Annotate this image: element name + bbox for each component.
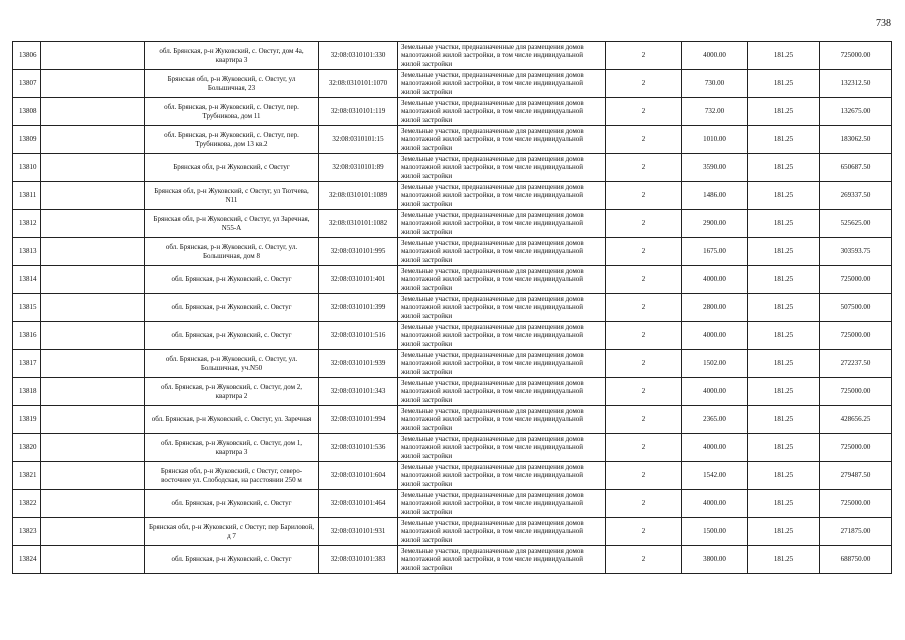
cadastral-value-cell: 271875.00 xyxy=(820,518,892,546)
area-cell: 4000.00 xyxy=(682,42,748,70)
cadastral-number-cell: 32:08:0310101:119 xyxy=(319,98,398,126)
area-cell: 1542.00 xyxy=(682,462,748,490)
table-row xyxy=(13,210,892,238)
rate-cell: 181.25 xyxy=(748,546,820,574)
address-cell: обл. Брянская, р-н Жуковский, с. Овстуг, дом 4а, квартира 3 xyxy=(145,42,319,70)
address-cell: Брянская обл, р-н Жуковский, с. Овстуг, ул Большичная, 23 xyxy=(145,70,319,98)
table-row xyxy=(13,518,892,546)
area-cell: 2900.00 xyxy=(682,210,748,238)
land-use-cell: Земельные участки, предназначенные для размещения домов малоэтажной жилой застройки, в том числе индивидуальной жилой застройки xyxy=(398,98,606,126)
empty-cell xyxy=(41,154,145,182)
cadastral-number-cell: 32:08:0310101:604 xyxy=(319,462,398,490)
empty-cell xyxy=(41,70,145,98)
category-cell: 2 xyxy=(606,182,682,210)
rate-cell: 181.25 xyxy=(748,434,820,462)
row-number-cell: 13816 xyxy=(13,322,41,350)
table-row xyxy=(13,70,892,98)
empty-cell xyxy=(41,462,145,490)
empty-cell xyxy=(41,98,145,126)
row-number-cell: 13821 xyxy=(13,462,41,490)
cadastral-value-cell: 725000.00 xyxy=(820,42,892,70)
land-use-cell: Земельные участки, предназначенные для размещения домов малоэтажной жилой застройки, в том числе индивидуальной жилой застройки xyxy=(398,350,606,378)
row-number-cell: 13824 xyxy=(13,546,41,574)
rate-cell: 181.25 xyxy=(748,490,820,518)
table-row xyxy=(13,294,892,322)
cadastral-number-cell: 32:08:0310101:516 xyxy=(319,322,398,350)
rate-cell: 181.25 xyxy=(748,42,820,70)
empty-cell xyxy=(41,126,145,154)
empty-cell xyxy=(41,350,145,378)
category-cell: 2 xyxy=(606,518,682,546)
rate-cell: 181.25 xyxy=(748,518,820,546)
land-use-cell: Земельные участки, предназначенные для размещения домов малоэтажной жилой застройки, в том числе индивидуальной жилой застройки xyxy=(398,378,606,406)
cadastral-number-cell: 32:08:0310101:464 xyxy=(319,490,398,518)
land-use-cell: Земельные участки, предназначенные для размещения домов малоэтажной жилой застройки, в том числе индивидуальной жилой застройки xyxy=(398,238,606,266)
cadastral-number-cell: 32:08:0310101:1070 xyxy=(319,70,398,98)
empty-cell xyxy=(41,406,145,434)
cadastral-value-cell: 132675.00 xyxy=(820,98,892,126)
cadastral-number-cell: 32:08:0310101:939 xyxy=(319,350,398,378)
category-cell: 2 xyxy=(606,434,682,462)
address-cell: Брянская обл, р-н Жуковский, с Овстуг, ул Заречная, N55-А xyxy=(145,210,319,238)
land-use-cell: Земельные участки, предназначенные для размещения домов малоэтажной жилой застройки, в том числе индивидуальной жилой застройки xyxy=(398,546,606,574)
address-cell: обл. Брянская, р-н Жуковский, с. Овстуг xyxy=(145,490,319,518)
empty-cell xyxy=(41,546,145,574)
table-row xyxy=(13,154,892,182)
rate-cell: 181.25 xyxy=(748,154,820,182)
area-cell: 2365.00 xyxy=(682,406,748,434)
table-row xyxy=(13,490,892,518)
row-number-cell: 13809 xyxy=(13,126,41,154)
land-use-cell: Земельные участки, предназначенные для размещения домов малоэтажной жилой застройки, в том числе индивидуальной жилой застройки xyxy=(398,518,606,546)
row-number-cell: 13808 xyxy=(13,98,41,126)
area-cell: 3590.00 xyxy=(682,154,748,182)
cadastral-value-cell: 269337.50 xyxy=(820,182,892,210)
address-cell: обл. Брянская, р-н Жуковский, с. Овстуг xyxy=(145,294,319,322)
table-row xyxy=(13,462,892,490)
address-cell: обл. Брянская, р-н Жуковский, с. Овстуг, ул. Большичная, дом 8 xyxy=(145,238,319,266)
address-cell: обл. Брянская, р-н Жуковский, с. Овстуг, пер. Трубникова, дом 13 кв.2 xyxy=(145,126,319,154)
empty-cell xyxy=(41,182,145,210)
cadastral-number-cell: 32:08:0310101:994 xyxy=(319,406,398,434)
land-use-cell: Земельные участки, предназначенные для размещения домов малоэтажной жилой застройки, в том числе индивидуальной жилой застройки xyxy=(398,210,606,238)
area-cell: 4000.00 xyxy=(682,266,748,294)
category-cell: 2 xyxy=(606,546,682,574)
address-cell: Брянская обл, р-н Жуковский, с Овстуг, пер Бариловой, д 7 xyxy=(145,518,319,546)
cadastral-value-cell: 725000.00 xyxy=(820,266,892,294)
cadastral-number-cell: 32:08:0310101:89 xyxy=(319,154,398,182)
category-cell: 2 xyxy=(606,42,682,70)
empty-cell xyxy=(41,42,145,70)
category-cell: 2 xyxy=(606,154,682,182)
area-cell: 1675.00 xyxy=(682,238,748,266)
address-cell: обл. Брянская, р-н Жуковский, с. Овстуг xyxy=(145,322,319,350)
table-row xyxy=(13,546,892,574)
land-use-cell: Земельные участки, предназначенные для размещения домов малоэтажной жилой застройки, в том числе индивидуальной жилой застройки xyxy=(398,462,606,490)
row-number-cell: 13819 xyxy=(13,406,41,434)
category-cell: 2 xyxy=(606,294,682,322)
cadastral-value-cell: 507500.00 xyxy=(820,294,892,322)
page-number: 738 xyxy=(876,18,891,29)
area-cell: 1010.00 xyxy=(682,126,748,154)
cadastral-number-cell: 32:08:0310101:995 xyxy=(319,238,398,266)
address-cell: обл. Брянская, р-н Жуковский, с. Овстуг, ул. Большичная, уч.N50 xyxy=(145,350,319,378)
area-cell: 4000.00 xyxy=(682,490,748,518)
category-cell: 2 xyxy=(606,98,682,126)
table-row xyxy=(13,322,892,350)
empty-cell xyxy=(41,210,145,238)
empty-cell xyxy=(41,434,145,462)
area-cell: 732.00 xyxy=(682,98,748,126)
empty-cell xyxy=(41,294,145,322)
row-number-cell: 13806 xyxy=(13,42,41,70)
address-cell: Брянская обл, р-н Жуковский, с Овстуг xyxy=(145,154,319,182)
land-use-cell: Земельные участки, предназначенные для размещения домов малоэтажной жилой застройки, в том числе индивидуальной жилой застройки xyxy=(398,42,606,70)
rate-cell: 181.25 xyxy=(748,70,820,98)
rate-cell: 181.25 xyxy=(748,182,820,210)
land-use-cell: Земельные участки, предназначенные для размещения домов малоэтажной жилой застройки, в том числе индивидуальной жилой застройки xyxy=(398,154,606,182)
empty-cell xyxy=(41,322,145,350)
category-cell: 2 xyxy=(606,378,682,406)
empty-cell xyxy=(41,238,145,266)
area-cell: 1486.00 xyxy=(682,182,748,210)
cadastral-number-cell: 32:08:0310101:536 xyxy=(319,434,398,462)
category-cell: 2 xyxy=(606,126,682,154)
rate-cell: 181.25 xyxy=(748,294,820,322)
category-cell: 2 xyxy=(606,462,682,490)
table-row xyxy=(13,434,892,462)
row-number-cell: 13814 xyxy=(13,266,41,294)
table-row xyxy=(13,350,892,378)
table-row xyxy=(13,182,892,210)
area-cell: 1500.00 xyxy=(682,518,748,546)
area-cell: 730.00 xyxy=(682,70,748,98)
row-number-cell: 13818 xyxy=(13,378,41,406)
cadastral-value-cell: 525625.00 xyxy=(820,210,892,238)
cadastral-value-cell: 650687.50 xyxy=(820,154,892,182)
address-cell: Брянская обл, р-н Жуковский, с Овстуг, северо-восточнее ул. Слободская, на расстоянии 250 м xyxy=(145,462,319,490)
cadastral-value-cell: 132312.50 xyxy=(820,70,892,98)
row-number-cell: 13820 xyxy=(13,434,41,462)
cadastral-value-cell: 725000.00 xyxy=(820,434,892,462)
row-number-cell: 13813 xyxy=(13,238,41,266)
cadastral-number-cell: 32:08:0310101:383 xyxy=(319,546,398,574)
area-cell: 4000.00 xyxy=(682,378,748,406)
table-row xyxy=(13,42,892,70)
row-number-cell: 13810 xyxy=(13,154,41,182)
cadastral-value-cell: 725000.00 xyxy=(820,378,892,406)
address-cell: обл. Брянская, р-н Жуковский, с. Овстуг, дом 1, квартира 3 xyxy=(145,434,319,462)
cadastral-value-cell: 272237.50 xyxy=(820,350,892,378)
rate-cell: 181.25 xyxy=(748,126,820,154)
cadastral-value-cell: 428656.25 xyxy=(820,406,892,434)
empty-cell xyxy=(41,490,145,518)
address-cell: обл. Брянская, р-н Жуковский, с. Овстуг xyxy=(145,266,319,294)
land-use-cell: Земельные участки, предназначенные для размещения домов малоэтажной жилой застройки, в том числе индивидуальной жилой застройки xyxy=(398,70,606,98)
land-use-cell: Земельные участки, предназначенные для размещения домов малоэтажной жилой застройки, в том числе индивидуальной жилой застройки xyxy=(398,294,606,322)
land-use-cell: Земельные участки, предназначенные для размещения домов малоэтажной жилой застройки, в том числе индивидуальной жилой застройки xyxy=(398,266,606,294)
address-cell: обл. Брянская, р-н Жуковский, с. Овстуг, дом 2, квартира 2 xyxy=(145,378,319,406)
address-cell: обл. Брянская, р-н Жуковский, с. Овстуг, пер. Трубникова, дом 11 xyxy=(145,98,319,126)
row-number-cell: 13807 xyxy=(13,70,41,98)
table-row xyxy=(13,378,892,406)
empty-cell xyxy=(41,378,145,406)
cadastral-value-cell: 688750.00 xyxy=(820,546,892,574)
category-cell: 2 xyxy=(606,210,682,238)
land-use-cell: Земельные участки, предназначенные для размещения домов малоэтажной жилой застройки, в том числе индивидуальной жилой застройки xyxy=(398,126,606,154)
cadastral-value-cell: 183062.50 xyxy=(820,126,892,154)
category-cell: 2 xyxy=(606,490,682,518)
rate-cell: 181.25 xyxy=(748,266,820,294)
rate-cell: 181.25 xyxy=(748,462,820,490)
area-cell: 2800.00 xyxy=(682,294,748,322)
cadastral-value-cell: 279487.50 xyxy=(820,462,892,490)
row-number-cell: 13815 xyxy=(13,294,41,322)
empty-cell xyxy=(41,266,145,294)
cadastral-number-cell: 32:08:0310101:1089 xyxy=(319,182,398,210)
cadastral-number-cell: 32:08:0310101:401 xyxy=(319,266,398,294)
address-cell: обл. Брянская, р-н Жуковский, с. Овстуг xyxy=(145,546,319,574)
rate-cell: 181.25 xyxy=(748,378,820,406)
cadastral-number-cell: 32:08:0310101:330 xyxy=(319,42,398,70)
rate-cell: 181.25 xyxy=(748,322,820,350)
rate-cell: 181.25 xyxy=(748,238,820,266)
rate-cell: 181.25 xyxy=(748,406,820,434)
rate-cell: 181.25 xyxy=(748,350,820,378)
area-cell: 3800.00 xyxy=(682,546,748,574)
rate-cell: 181.25 xyxy=(748,98,820,126)
address-cell: Брянская обл, р-н Жуковский, с Овстуг, ул Тютчева, N11 xyxy=(145,182,319,210)
land-use-cell: Земельные участки, предназначенные для размещения домов малоэтажной жилой застройки, в том числе индивидуальной жилой застройки xyxy=(398,322,606,350)
land-use-cell: Земельные участки, предназначенные для размещения домов малоэтажной жилой застройки, в том числе индивидуальной жилой застройки xyxy=(398,490,606,518)
category-cell: 2 xyxy=(606,238,682,266)
cadastral-number-cell: 32:08:0310101:343 xyxy=(319,378,398,406)
cadastral-value-cell: 725000.00 xyxy=(820,322,892,350)
cadastral-number-cell: 32:08:0310101:399 xyxy=(319,294,398,322)
cadastral-value-cell: 725000.00 xyxy=(820,490,892,518)
table-body xyxy=(13,42,892,574)
cadastral-value-cell: 303593.75 xyxy=(820,238,892,266)
area-cell: 4000.00 xyxy=(682,322,748,350)
table-row xyxy=(13,238,892,266)
row-number-cell: 13817 xyxy=(13,350,41,378)
table-row xyxy=(13,126,892,154)
category-cell: 2 xyxy=(606,266,682,294)
address-cell: обл. Брянская, р-н Жуковский, с. Овстуг, ул. Заречная xyxy=(145,406,319,434)
cadastral-number-cell: 32:08:0310101:931 xyxy=(319,518,398,546)
land-use-cell: Земельные участки, предназначенные для размещения домов малоэтажной жилой застройки, в том числе индивидуальной жилой застройки xyxy=(398,406,606,434)
category-cell: 2 xyxy=(606,322,682,350)
land-use-cell: Земельные участки, предназначенные для размещения домов малоэтажной жилой застройки, в том числе индивидуальной жилой застройки xyxy=(398,434,606,462)
table-row xyxy=(13,406,892,434)
cadastral-value-table xyxy=(12,41,892,574)
land-use-cell: Земельные участки, предназначенные для размещения домов малоэтажной жилой застройки, в том числе индивидуальной жилой застройки xyxy=(398,182,606,210)
area-cell: 4000.00 xyxy=(682,434,748,462)
row-number-cell: 13822 xyxy=(13,490,41,518)
row-number-cell: 13812 xyxy=(13,210,41,238)
row-number-cell: 13823 xyxy=(13,518,41,546)
area-cell: 1502.00 xyxy=(682,350,748,378)
table-row xyxy=(13,98,892,126)
empty-cell xyxy=(41,518,145,546)
cadastral-number-cell: 32:08:0310101:15 xyxy=(319,126,398,154)
row-number-cell: 13811 xyxy=(13,182,41,210)
table-row xyxy=(13,266,892,294)
category-cell: 2 xyxy=(606,406,682,434)
rate-cell: 181.25 xyxy=(748,210,820,238)
category-cell: 2 xyxy=(606,70,682,98)
category-cell: 2 xyxy=(606,350,682,378)
cadastral-number-cell: 32:08:0310101:1082 xyxy=(319,210,398,238)
